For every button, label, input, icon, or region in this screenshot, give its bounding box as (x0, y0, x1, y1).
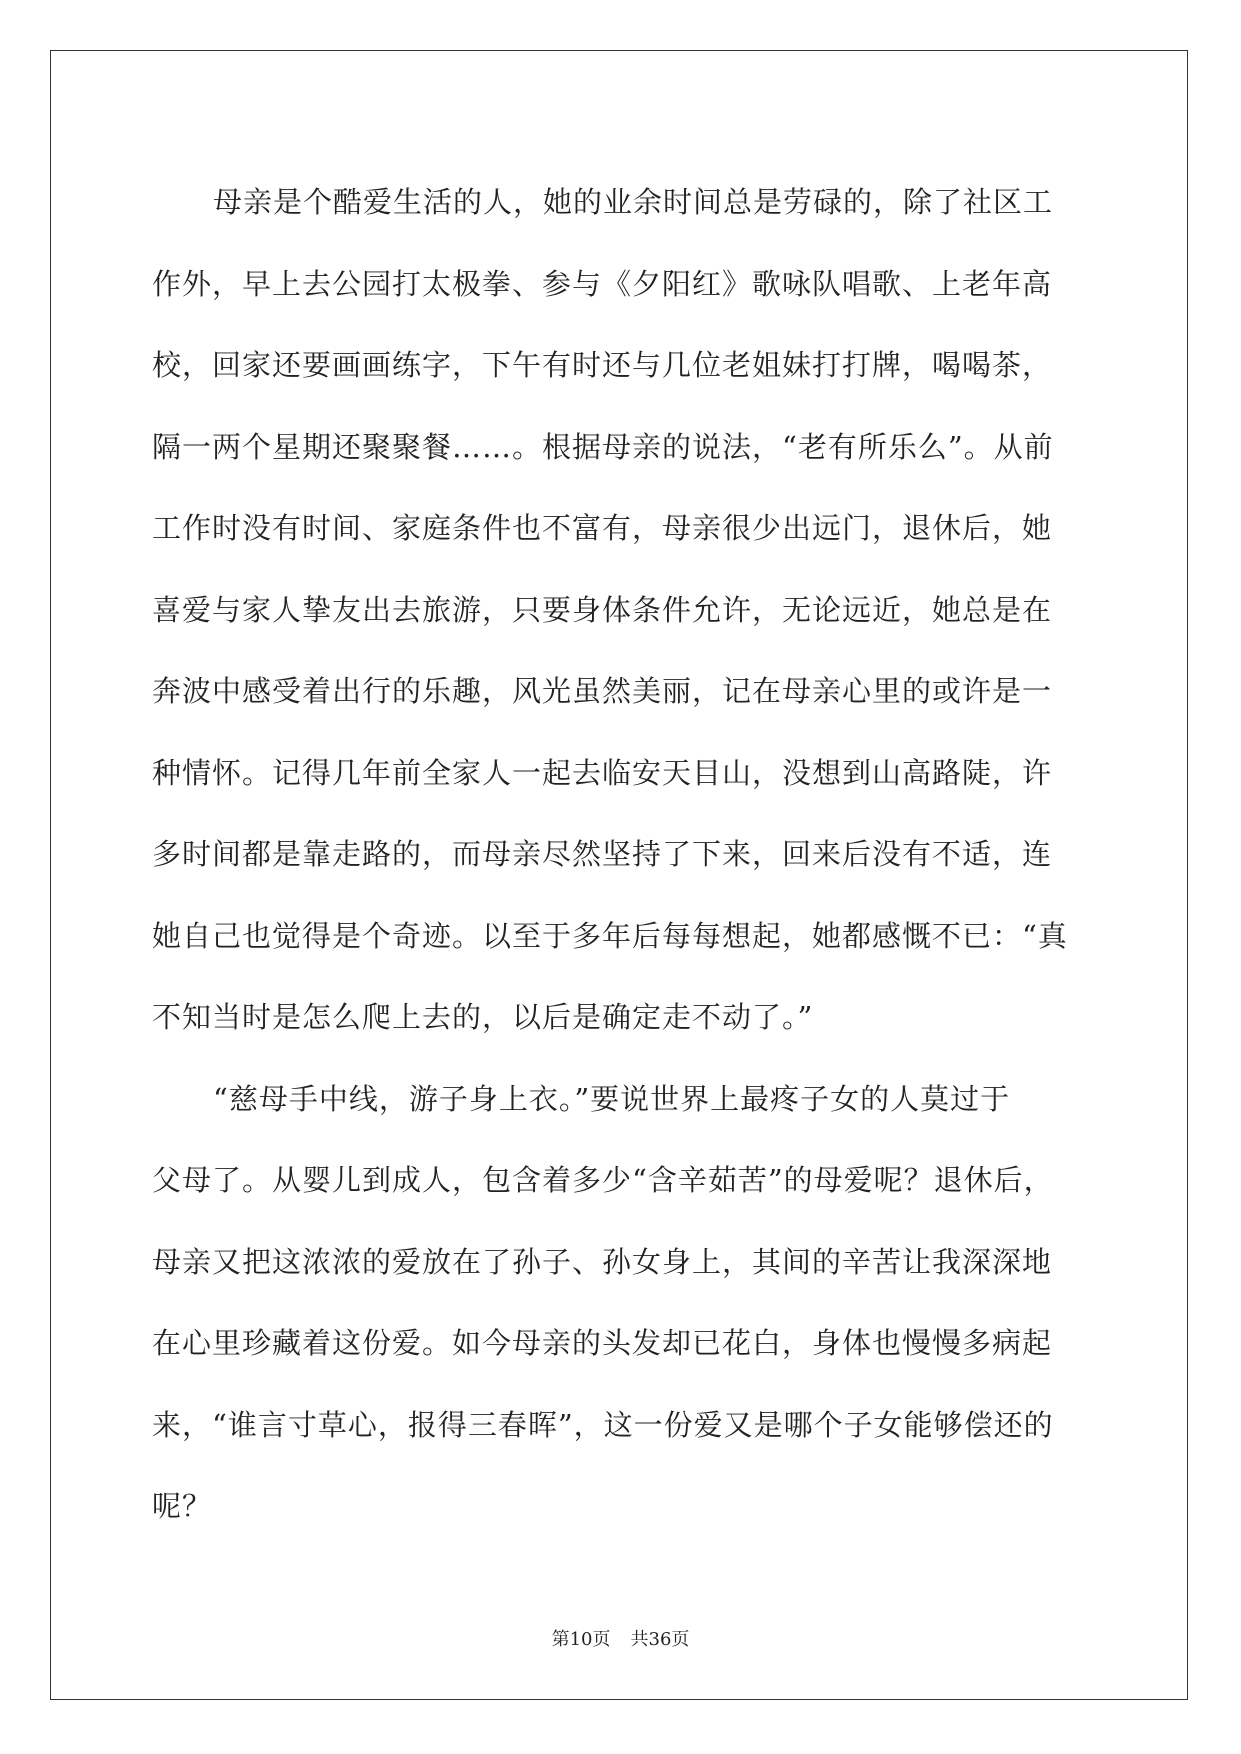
page-number: 第10页 (551, 1629, 611, 1650)
document-body (152, 162, 1092, 1548)
text-line: 母亲是个酷爱生活的人，她的业余时间总是劳碌的，除了社区工 (213, 185, 1054, 219)
text-line: 不知当时是怎么爬上去的，以后是确定走不动了。” (152, 1000, 814, 1034)
paragraph-1 (152, 162, 1092, 1059)
text-line: 多时间都是靠走路的，而母亲尽然坚持了下来，回来后没有不适，连 (152, 837, 1053, 871)
text-line: 种情怀。记得几年前全家人一起去临安天目山，没想到山高路陡，许 (152, 755, 1053, 790)
page-total: 共36页 (630, 1629, 690, 1650)
text-line: 隔一两个星期还聚聚餐……。根据母亲的说法，“老有所乐么”。从前 (152, 429, 1054, 464)
text-line: 作外，早上去公园打太极拳、参与《夕阳红》歌咏队唱歌、上老年高 (152, 266, 1053, 301)
text-line: 来，“谁言寸草心，报得三春晖”，这一份爱又是哪个子女能够偿还的 (152, 1407, 1054, 1442)
text-line: 校，回家还要画画练字，下午有时还与几位老姐妹打打牌，喝喝茶， (152, 348, 1053, 382)
text-line: 父母了。从婴儿到成人，包含着多少“含辛茹苦”的母爱呢？退休后， (152, 1163, 1054, 1197)
paragraph-2 (152, 1059, 1092, 1548)
page-footer (0, 1625, 1241, 1651)
text-line: 工作时没有时间、家庭条件也不富有，母亲很少出远门，退休后，她 (152, 511, 1053, 545)
text-line: 她自己也觉得是个奇迹。以至于多年后每每想起，她都感慨不已：“真 (152, 918, 1068, 953)
text-line: 在心里珍藏着这份爱。如今母亲的头发却已花白，身体也慢慢多病起 (152, 1326, 1053, 1360)
text-line: “慈母手中线，游子身上衣。”要说世界上最疼子女的人莫过于 (213, 1081, 1011, 1116)
text-line: 母亲又把这浓浓的爱放在了孙子、孙女身上，其间的辛苦让我深深地 (152, 1244, 1053, 1279)
text-line: 喜爱与家人挚友出去旅游，只要身体条件允许，无论远近，她总是在 (152, 592, 1053, 627)
text-line: 奔波中感受着出行的乐趣，风光虽然美丽，记在母亲心里的或许是一 (152, 674, 1053, 708)
text-line: 呢？ (152, 1489, 213, 1523)
